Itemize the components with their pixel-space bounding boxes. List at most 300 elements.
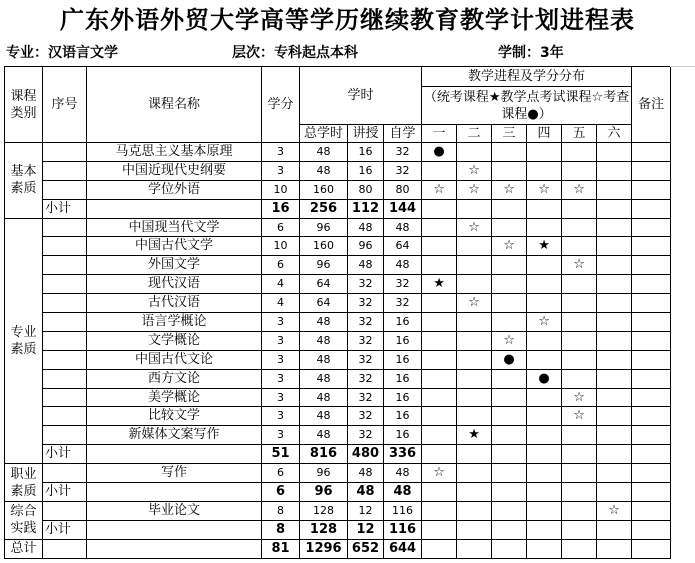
semester-mark-cell: ☆ [562, 256, 597, 275]
subtotal-total-hours: 816 [300, 445, 348, 464]
empty-cell [632, 539, 671, 558]
semester-mark-cell [597, 275, 632, 294]
semester-mark-cell: ☆ [492, 331, 527, 350]
semester-mark-cell [527, 388, 562, 407]
seq-cell [43, 331, 87, 350]
header-semester-3: 三 [492, 125, 527, 143]
course-name-cell: 语言学概论 [87, 313, 262, 332]
self-study-cell: 32 [384, 294, 422, 313]
lecture-cell: 32 [348, 313, 384, 332]
table-row [5, 180, 671, 199]
lecture-cell: 80 [348, 180, 384, 199]
semester-mark-cell [562, 464, 597, 483]
seq-cell [43, 426, 87, 445]
self-study-cell: 16 [384, 388, 422, 407]
category-cell: 基本素质 [5, 143, 43, 219]
header-semester-5: 五 [562, 125, 597, 143]
semester-mark-cell [562, 143, 597, 162]
semester-mark-cell [457, 237, 492, 256]
table-row [5, 256, 671, 275]
subtotal-self-study: 144 [384, 199, 422, 218]
credit-cell: 10 [262, 180, 300, 199]
semester-mark-cell [527, 143, 562, 162]
empty-cell [597, 520, 632, 539]
lecture-cell: 32 [348, 426, 384, 445]
semester-mark-cell [422, 313, 457, 332]
self-study-cell: 80 [384, 180, 422, 199]
empty-cell [632, 483, 671, 502]
lecture-cell: 32 [348, 407, 384, 426]
semester-mark-cell [527, 294, 562, 313]
semester-mark-cell [562, 275, 597, 294]
empty-cell [562, 483, 597, 502]
self-study-cell: 16 [384, 331, 422, 350]
remark-cell [632, 275, 671, 294]
empty-cell [527, 520, 562, 539]
header-credit: 学分 [262, 67, 300, 143]
subtotal-lecture: 12 [348, 520, 384, 539]
empty-cell [632, 445, 671, 464]
table-row [5, 237, 671, 256]
seq-cell [43, 275, 87, 294]
self-study-cell: 48 [384, 218, 422, 237]
empty-cell [422, 483, 457, 502]
lecture-cell: 48 [348, 256, 384, 275]
semester-mark-cell [527, 426, 562, 445]
empty-cell [562, 520, 597, 539]
semester-mark-cell: ☆ [527, 313, 562, 332]
credit-cell: 3 [262, 426, 300, 445]
semester-mark-cell [527, 350, 562, 369]
semester-mark-cell: ● [422, 143, 457, 162]
empty-cell [43, 539, 87, 558]
total-hours-cell: 48 [300, 331, 348, 350]
lecture-cell: 12 [348, 501, 384, 520]
empty-cell [562, 199, 597, 218]
semester-mark-cell [457, 369, 492, 388]
semester-mark-cell [422, 218, 457, 237]
semester-mark-cell: ☆ [457, 180, 492, 199]
table-row [5, 464, 671, 483]
credit-cell: 6 [262, 464, 300, 483]
total-hours-cell: 64 [300, 294, 348, 313]
grand-total-self-study: 644 [384, 539, 422, 558]
credit-cell: 6 [262, 218, 300, 237]
lecture-cell: 32 [348, 294, 384, 313]
subtotal-credit: 16 [262, 199, 300, 218]
table-row [5, 143, 671, 162]
semester-mark-cell: ★ [527, 237, 562, 256]
empty-cell [87, 539, 262, 558]
page-title: 广东外语外贸大学高等学历继续教育教学计划进程表 [60, 6, 635, 34]
course-name-cell: 毕业论文 [87, 501, 262, 520]
remark-cell [632, 501, 671, 520]
semester-mark-cell [597, 331, 632, 350]
semester-mark-cell [562, 331, 597, 350]
semester-mark-cell [457, 256, 492, 275]
semester-mark-cell [562, 350, 597, 369]
credit-cell: 4 [262, 275, 300, 294]
remark-cell [632, 313, 671, 332]
semester-mark-cell [597, 426, 632, 445]
lecture-cell: 32 [348, 331, 384, 350]
grand-total-credit: 81 [262, 539, 300, 558]
lecture-cell: 16 [348, 143, 384, 162]
empty-cell [562, 445, 597, 464]
semester-mark-cell [492, 294, 527, 313]
table-row [5, 313, 671, 332]
semester-mark-cell: ☆ [422, 464, 457, 483]
semester-mark-cell [492, 218, 527, 237]
total-hours-cell: 96 [300, 256, 348, 275]
self-study-cell: 16 [384, 350, 422, 369]
remark-cell [632, 350, 671, 369]
course-name-cell: 中国古代文论 [87, 350, 262, 369]
semester-mark-cell [492, 501, 527, 520]
lecture-cell: 96 [348, 237, 384, 256]
self-study-cell: 32 [384, 275, 422, 294]
table-row [5, 388, 671, 407]
remark-cell [632, 464, 671, 483]
empty-cell [422, 539, 457, 558]
course-name-cell: 外国文学 [87, 256, 262, 275]
empty-cell [597, 445, 632, 464]
course-name-cell: 中国现当代文学 [87, 218, 262, 237]
empty-cell [492, 199, 527, 218]
course-name-cell: 比较文学 [87, 407, 262, 426]
header-semester-6: 六 [597, 125, 632, 143]
course-name-cell: 美学概论 [87, 388, 262, 407]
empty-cell [457, 199, 492, 218]
semester-mark-cell [422, 369, 457, 388]
table-row [5, 218, 671, 237]
semester-mark-cell [422, 426, 457, 445]
empty-cell [457, 483, 492, 502]
subtotal-self-study: 336 [384, 445, 422, 464]
semester-mark-cell [597, 464, 632, 483]
self-study-cell: 16 [384, 313, 422, 332]
remark-cell [632, 161, 671, 180]
subtotal-row [5, 199, 671, 218]
subtotal-label: 小计 [43, 445, 87, 464]
total-hours-cell: 48 [300, 407, 348, 426]
total-hours-cell: 64 [300, 275, 348, 294]
semester-mark-cell [527, 407, 562, 426]
subtotal-row [5, 483, 671, 502]
semester-mark-cell [562, 294, 597, 313]
semester-mark-cell [457, 350, 492, 369]
semester-mark-cell [527, 256, 562, 275]
semester-mark-cell [457, 143, 492, 162]
total-hours-cell: 160 [300, 237, 348, 256]
seq-cell [43, 256, 87, 275]
plan-table [4, 66, 671, 559]
subtotal-total-hours: 256 [300, 199, 348, 218]
header-self-study: 自学 [384, 125, 422, 143]
seq-cell [43, 501, 87, 520]
total-hours-cell: 48 [300, 350, 348, 369]
header-progress: 教学进程及学分分布 [422, 67, 632, 87]
semester-mark-cell: ☆ [492, 180, 527, 199]
course-name-cell: 中国古代文学 [87, 237, 262, 256]
credit-cell: 3 [262, 161, 300, 180]
semester-mark-cell [527, 501, 562, 520]
semester-mark-cell [562, 313, 597, 332]
semester-mark-cell [562, 218, 597, 237]
semester-mark-cell [457, 501, 492, 520]
category-cell: 专业素质 [5, 218, 43, 464]
seq-cell [43, 464, 87, 483]
subtotal-blank [87, 520, 262, 539]
header-lecture: 讲授 [348, 125, 384, 143]
semester-mark-cell: ☆ [457, 294, 492, 313]
table-row [5, 426, 671, 445]
semester-mark-cell [457, 331, 492, 350]
empty-cell [632, 520, 671, 539]
semester-mark-cell [527, 218, 562, 237]
semester-mark-cell [457, 407, 492, 426]
semester-mark-cell [457, 313, 492, 332]
semester-mark-cell [527, 331, 562, 350]
total-hours-cell: 48 [300, 369, 348, 388]
semester-mark-cell: ☆ [562, 407, 597, 426]
credit-cell: 4 [262, 294, 300, 313]
semester-mark-cell [597, 313, 632, 332]
course-name-cell: 现代汉语 [87, 275, 262, 294]
table-row [5, 161, 671, 180]
subtotal-total-hours: 96 [300, 483, 348, 502]
remark-cell [632, 331, 671, 350]
semester-mark-cell: ☆ [422, 180, 457, 199]
semester-mark-cell [422, 237, 457, 256]
semester-mark-cell [422, 388, 457, 407]
remark-cell [632, 180, 671, 199]
credit-cell: 8 [262, 501, 300, 520]
subtotal-self-study: 48 [384, 483, 422, 502]
credit-cell: 3 [262, 331, 300, 350]
semester-mark-cell [492, 426, 527, 445]
header-seq: 序号 [43, 67, 87, 143]
remark-cell [632, 388, 671, 407]
empty-grid-area [670, 66, 695, 563]
lecture-cell: 32 [348, 350, 384, 369]
seq-cell [43, 180, 87, 199]
course-name-cell: 中国近现代史纲要 [87, 161, 262, 180]
self-study-cell: 48 [384, 256, 422, 275]
subtotal-total-hours: 128 [300, 520, 348, 539]
empty-cell [492, 520, 527, 539]
semester-mark-cell [597, 369, 632, 388]
semester-mark-cell [527, 464, 562, 483]
grand-total-label: 总计 [5, 539, 43, 558]
lecture-cell: 16 [348, 161, 384, 180]
empty-cell [527, 539, 562, 558]
seq-cell [43, 388, 87, 407]
seq-cell [43, 294, 87, 313]
remark-cell [632, 143, 671, 162]
header-semester-4: 四 [527, 125, 562, 143]
semester-mark-cell [457, 275, 492, 294]
semester-mark-cell [562, 426, 597, 445]
semester-mark-cell [562, 161, 597, 180]
remark-cell [632, 426, 671, 445]
remark-cell [632, 237, 671, 256]
header-course: 课程名称 [87, 67, 262, 143]
semester-mark-cell [457, 388, 492, 407]
self-study-cell: 48 [384, 464, 422, 483]
self-study-cell: 16 [384, 407, 422, 426]
subtotal-row [5, 520, 671, 539]
duration-label: 学制：3年 [498, 45, 564, 61]
total-hours-cell: 160 [300, 180, 348, 199]
grand-total-hours: 1296 [300, 539, 348, 558]
course-name-cell: 古代汉语 [87, 294, 262, 313]
plan-table-body [5, 67, 671, 559]
semester-mark-cell: ★ [457, 426, 492, 445]
seq-cell [43, 161, 87, 180]
semester-mark-cell [562, 237, 597, 256]
semester-mark-cell [492, 464, 527, 483]
header-semester-2: 二 [457, 125, 492, 143]
empty-cell [597, 483, 632, 502]
semester-mark-cell [492, 161, 527, 180]
credit-cell: 6 [262, 256, 300, 275]
course-name-cell: 学位外语 [87, 180, 262, 199]
semester-mark-cell [457, 464, 492, 483]
remark-cell [632, 369, 671, 388]
semester-mark-cell [492, 275, 527, 294]
subtotal-label: 小计 [43, 520, 87, 539]
table-row [5, 369, 671, 388]
subtotal-lecture: 112 [348, 199, 384, 218]
self-study-cell: 16 [384, 369, 422, 388]
total-hours-cell: 96 [300, 464, 348, 483]
seq-cell [43, 350, 87, 369]
credit-cell: 3 [262, 388, 300, 407]
lecture-cell: 32 [348, 369, 384, 388]
credit-cell: 3 [262, 350, 300, 369]
subtotal-row [5, 445, 671, 464]
semester-mark-cell [422, 501, 457, 520]
semester-mark-cell: ☆ [597, 501, 632, 520]
semester-mark-cell [492, 407, 527, 426]
remark-cell [632, 256, 671, 275]
seq-cell [43, 143, 87, 162]
semester-mark-cell [597, 350, 632, 369]
semester-mark-cell: ☆ [457, 161, 492, 180]
header-semester-1: 一 [422, 125, 457, 143]
table-row [5, 331, 671, 350]
semester-mark-cell: ● [527, 369, 562, 388]
table-row [5, 407, 671, 426]
credit-cell: 10 [262, 237, 300, 256]
self-study-cell: 116 [384, 501, 422, 520]
remark-cell [632, 218, 671, 237]
semester-mark-cell [597, 180, 632, 199]
category-cell: 综合实践 [5, 501, 43, 539]
self-study-cell: 64 [384, 237, 422, 256]
semester-mark-cell [422, 407, 457, 426]
header-hours: 学时 [300, 67, 422, 125]
self-study-cell: 16 [384, 426, 422, 445]
total-hours-cell: 48 [300, 143, 348, 162]
empty-cell [492, 483, 527, 502]
credit-cell: 3 [262, 313, 300, 332]
header-remark: 备注 [632, 67, 671, 143]
subtotal-lecture: 48 [348, 483, 384, 502]
semester-mark-cell [562, 501, 597, 520]
total-hours-cell: 48 [300, 161, 348, 180]
semester-mark-cell [492, 143, 527, 162]
major-label: 专业：汉语言文学 [6, 45, 118, 61]
lecture-cell: 32 [348, 275, 384, 294]
category-cell: 职业素质 [5, 464, 43, 502]
semester-mark-cell [597, 161, 632, 180]
course-name-cell: 写作 [87, 464, 262, 483]
semester-mark-cell: ☆ [527, 180, 562, 199]
semester-mark-cell [597, 407, 632, 426]
course-name-cell: 文学概论 [87, 331, 262, 350]
level-label: 层次：专科起点本科 [232, 45, 358, 61]
subtotal-credit: 6 [262, 483, 300, 502]
empty-cell [422, 520, 457, 539]
grand-total-row [5, 539, 671, 558]
grand-total-lecture: 652 [348, 539, 384, 558]
semester-mark-cell [562, 369, 597, 388]
semester-mark-cell [597, 237, 632, 256]
header-legend: （统考课程★教学点考试课程☆考查课程●） [422, 87, 632, 125]
semester-mark-cell: ☆ [492, 237, 527, 256]
empty-cell [422, 199, 457, 218]
semester-mark-cell [422, 294, 457, 313]
semester-mark-cell [422, 350, 457, 369]
total-hours-cell: 48 [300, 313, 348, 332]
semester-mark-cell [597, 388, 632, 407]
empty-cell [422, 445, 457, 464]
seq-cell [43, 313, 87, 332]
table-row [5, 275, 671, 294]
subtotal-self-study: 116 [384, 520, 422, 539]
self-study-cell: 32 [384, 143, 422, 162]
subtotal-credit: 51 [262, 445, 300, 464]
total-hours-cell: 48 [300, 426, 348, 445]
lecture-cell: 48 [348, 218, 384, 237]
header-category: 课程类别 [5, 67, 43, 143]
seq-cell [43, 237, 87, 256]
table-row [5, 294, 671, 313]
empty-cell [457, 539, 492, 558]
remark-cell [632, 294, 671, 313]
semester-mark-cell [422, 256, 457, 275]
subtotal-blank [87, 445, 262, 464]
semester-mark-cell [492, 256, 527, 275]
semester-mark-cell [422, 161, 457, 180]
empty-cell [457, 520, 492, 539]
course-name-cell: 西方文论 [87, 369, 262, 388]
table-row [5, 350, 671, 369]
semester-mark-cell [597, 218, 632, 237]
empty-cell [527, 199, 562, 218]
subtotal-label: 小计 [43, 199, 87, 218]
empty-cell [597, 539, 632, 558]
course-name-cell: 新媒体文案写作 [87, 426, 262, 445]
seq-cell [43, 218, 87, 237]
lecture-cell: 32 [348, 388, 384, 407]
subtotal-lecture: 480 [348, 445, 384, 464]
table-row [5, 501, 671, 520]
semester-mark-cell [597, 143, 632, 162]
empty-cell [527, 483, 562, 502]
